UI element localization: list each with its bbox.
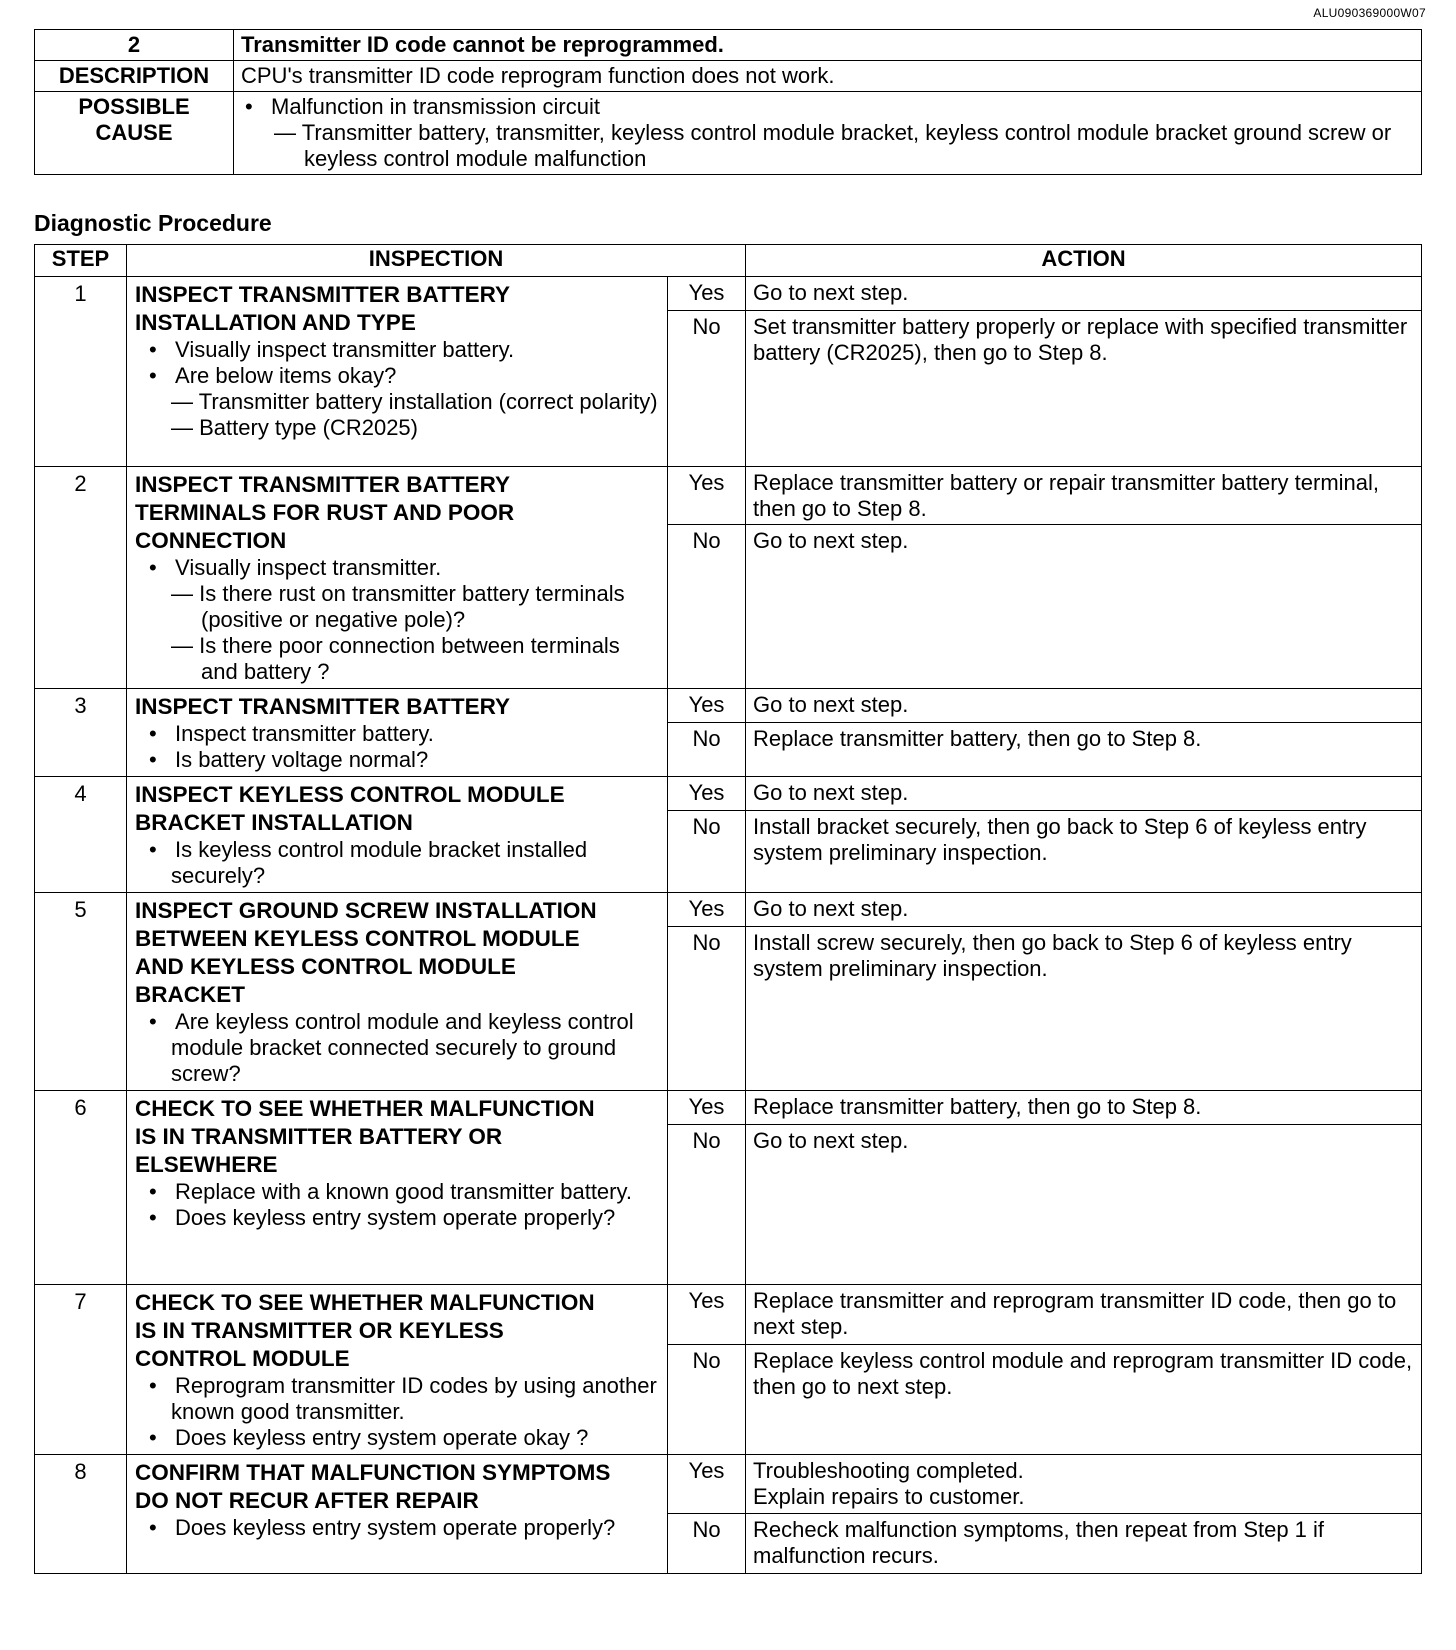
sub-item: — Transmitter battery installation (correct polarity) xyxy=(171,389,658,414)
yes-label: Yes xyxy=(668,1091,745,1125)
yes-no-cell xyxy=(668,689,746,777)
header-step: STEP xyxy=(35,245,127,277)
bullet-item: • Inspect transmitter battery. xyxy=(149,721,434,746)
inspection-cell xyxy=(127,893,668,1091)
title-line: INSPECT TRANSMITTER BATTERY xyxy=(135,694,510,719)
no-label: No xyxy=(692,314,721,339)
info-description-row xyxy=(35,61,1422,92)
title-line: INSPECT KEYLESS CONTROL MODULE xyxy=(135,782,565,807)
yes-label: Yes xyxy=(668,777,745,811)
bullet-text: Visually inspect transmitter battery. xyxy=(175,337,515,362)
sub-text: Transmitter battery installation (correct polarity) xyxy=(198,389,658,414)
title-line: BETWEEN KEYLESS CONTROL MODULE xyxy=(135,926,580,951)
yes-action xyxy=(746,1455,1421,1514)
inspection-cell xyxy=(127,1285,668,1455)
bullet-text: Is battery voltage normal? xyxy=(175,747,429,772)
step-number: 2 xyxy=(35,467,127,689)
inspection-title xyxy=(135,897,659,1009)
title-line: AND KEYLESS CONTROL MODULE xyxy=(135,954,516,979)
cause-detail-text-1: Transmitter battery, transmitter, keyless control module bracket, keyless control module bracket xyxy=(301,120,1228,145)
title-line: IS IN TRANSMITTER BATTERY OR xyxy=(135,1124,503,1149)
malfunction-number: 2 xyxy=(35,30,234,61)
step-number: 6 xyxy=(35,1091,127,1285)
section-title: Diagnostic Procedure xyxy=(34,210,272,236)
bullet-text: Are keyless control module and keyless control module bracket connected securely to ground screw? xyxy=(171,1009,634,1086)
inspection-title xyxy=(135,1459,659,1515)
action-cell xyxy=(746,689,1422,777)
bullet-item: • Does keyless entry system operate properly? xyxy=(149,1205,616,1230)
bullet-item: • Visually inspect transmitter. xyxy=(149,555,442,580)
title-line: INSPECT TRANSMITTER BATTERY xyxy=(135,282,510,307)
yes-action: Go to next step. xyxy=(746,689,1421,723)
inspection-cell xyxy=(127,277,668,467)
malfunction-info-table xyxy=(34,29,1422,175)
bullet-item: • Are keyless control module and keyless control module bracket connected securely to ground screw? xyxy=(149,1009,634,1086)
no-label: No xyxy=(692,528,721,553)
action-cell xyxy=(746,467,1422,689)
header-action: ACTION xyxy=(746,245,1422,277)
inspection-title xyxy=(135,781,659,837)
cause-detail-text-2: ground screw or keyless control module malfunction xyxy=(304,120,1392,171)
step-number: 5 xyxy=(35,893,127,1091)
no-action: Replace transmitter battery, then go to Step 8. xyxy=(753,726,1202,751)
step-number: 8 xyxy=(35,1455,127,1574)
inspection-title xyxy=(135,1289,659,1373)
sub-item: — Battery type (CR2025) xyxy=(171,415,418,440)
yes-action-line: Troubleshooting completed. xyxy=(753,1458,1024,1483)
inspection-cell xyxy=(127,1455,668,1574)
bullet-item: • Reprogram transmitter ID codes by using another known good transmitter. xyxy=(149,1373,657,1424)
title-line: CONNECTION xyxy=(135,528,287,553)
no-action: Go to next step. xyxy=(753,1128,909,1153)
sub-text: Is there rust on transmitter battery terminals (positive or negative pole)? xyxy=(199,581,625,632)
bullet-text: Inspect transmitter battery. xyxy=(175,721,434,746)
title-line: INSTALLATION AND TYPE xyxy=(135,310,416,335)
yes-no-cell xyxy=(668,893,746,1091)
step-number: 3 xyxy=(35,689,127,777)
title-line: CONTROL MODULE xyxy=(135,1346,350,1371)
action-cell xyxy=(746,1285,1422,1455)
yes-label: Yes xyxy=(668,277,745,311)
description-label: DESCRIPTION xyxy=(35,61,234,92)
sub-item: — Is there poor connection between terminals and battery ? xyxy=(171,633,620,684)
yes-no-cell xyxy=(668,277,746,467)
yes-action-line: Explain repairs to customer. xyxy=(753,1484,1025,1509)
yes-action: Replace transmitter battery, then go to Step 8. xyxy=(746,1091,1421,1125)
inspection-cell xyxy=(127,689,668,777)
step-number: 4 xyxy=(35,777,127,893)
bullet-item: • Visually inspect transmitter battery. xyxy=(149,337,515,362)
info-title-row xyxy=(35,30,1422,61)
no-label: No xyxy=(692,1128,721,1153)
action-cell xyxy=(746,1455,1422,1574)
yes-no-cell xyxy=(668,467,746,689)
diagnostic-procedure-table xyxy=(34,244,1422,1574)
no-label: No xyxy=(692,1348,721,1373)
possible-cause-text xyxy=(234,92,1422,175)
yes-label: Yes xyxy=(668,467,745,525)
table-row xyxy=(35,1455,1422,1574)
title-line: CONFIRM THAT MALFUNCTION SYMPTOMS xyxy=(135,1460,611,1485)
no-action: Go to next step. xyxy=(753,528,909,553)
cause-detail: — Transmitter battery, transmitter, keyless control module bracket, keyless control module bracket ground screw or keyless control module malfunction xyxy=(274,120,1392,171)
yes-no-cell xyxy=(668,1091,746,1285)
bullet-text: Visually inspect transmitter. xyxy=(175,555,442,580)
yes-action: Go to next step. xyxy=(746,277,1421,311)
header-inspection: INSPECTION xyxy=(127,245,746,277)
action-cell xyxy=(746,1091,1422,1285)
action-cell xyxy=(746,893,1422,1091)
inspection-title xyxy=(135,471,659,555)
yes-action: Go to next step. xyxy=(746,893,1421,927)
table-row xyxy=(35,1091,1422,1285)
action-cell xyxy=(746,277,1422,467)
info-cause-row xyxy=(35,92,1422,175)
document-code: ALU090369000W07 xyxy=(1313,6,1426,20)
no-action: Install screw securely, then go back to Step 6 of keyless entry system preliminary inspection. xyxy=(753,930,1352,981)
yes-no-cell xyxy=(668,777,746,893)
yes-no-cell xyxy=(668,1455,746,1574)
title-line: BRACKET INSTALLATION xyxy=(135,810,413,835)
yes-no-cell xyxy=(668,1285,746,1455)
table-header-row xyxy=(35,245,1422,277)
cause-bullet: • Malfunction in transmission circuit xyxy=(245,94,600,119)
title-line: TERMINALS FOR RUST AND POOR xyxy=(135,500,515,525)
title-line: INSPECT TRANSMITTER BATTERY xyxy=(135,472,510,497)
no-action: Install bracket securely, then go back to Step 6 of keyless entry system preliminary inspection. xyxy=(753,814,1367,865)
title-line: CHECK TO SEE WHETHER MALFUNCTION xyxy=(135,1096,595,1121)
possible-cause-label xyxy=(35,92,234,175)
sub-item: — Is there rust on transmitter battery terminals (positive or negative pole)? xyxy=(171,581,625,632)
title-line: INSPECT GROUND SCREW INSTALLATION xyxy=(135,898,597,923)
inspection-title xyxy=(135,693,659,721)
inspection-title xyxy=(135,281,659,337)
no-action: Recheck malfunction symptoms, then repeat from Step 1 if malfunction recurs. xyxy=(753,1517,1325,1568)
title-line: CHECK TO SEE WHETHER MALFUNCTION xyxy=(135,1290,595,1315)
cause-bullet-text: Malfunction in transmission circuit xyxy=(271,94,600,119)
bullet-text: Is keyless control module bracket installed securely? xyxy=(171,837,588,888)
bullet-text: Reprogram transmitter ID codes by using another known good transmitter. xyxy=(171,1373,657,1424)
title-line: DO NOT RECUR AFTER REPAIR xyxy=(135,1488,479,1513)
yes-label: Yes xyxy=(668,1455,745,1514)
bullet-item: • Does keyless entry system operate okay ? xyxy=(149,1425,589,1450)
sub-text: Is there poor connection between terminals and battery ? xyxy=(199,633,620,684)
sub-text: Battery type (CR2025) xyxy=(199,415,418,440)
title-line: BRACKET xyxy=(135,982,245,1007)
description-text: CPU's transmitter ID code reprogram function does not work. xyxy=(234,61,1422,92)
bullet-item: • Does keyless entry system operate properly? xyxy=(149,1515,616,1540)
bullet-text: Does keyless entry system operate okay ? xyxy=(175,1425,589,1450)
table-row xyxy=(35,467,1422,689)
no-label: No xyxy=(692,930,721,955)
no-action: Replace keyless control module and reprogram transmitter ID code, then go to next step. xyxy=(753,1348,1413,1399)
bullet-item: • Replace with a known good transmitter battery. xyxy=(149,1179,632,1204)
action-cell xyxy=(746,777,1422,893)
yes-label: Yes xyxy=(668,1285,745,1345)
bullet-item: • Is keyless control module bracket installed securely? xyxy=(149,837,588,888)
step-number: 1 xyxy=(35,277,127,467)
yes-label: Yes xyxy=(668,893,745,927)
inspection-cell xyxy=(127,467,668,689)
malfunction-title: Transmitter ID code cannot be reprogrammed. xyxy=(234,30,1422,61)
step-number: 7 xyxy=(35,1285,127,1455)
table-row xyxy=(35,277,1422,467)
bullet-text: Replace with a known good transmitter battery. xyxy=(175,1179,632,1204)
table-row xyxy=(35,777,1422,893)
yes-label: Yes xyxy=(668,689,745,723)
table-row xyxy=(35,1285,1422,1455)
no-label: No xyxy=(692,726,721,751)
inspection-cell xyxy=(127,777,668,893)
possible-cause-label-line1: POSSIBLE xyxy=(78,94,190,119)
title-line: ELSEWHERE xyxy=(135,1152,278,1177)
bullet-text: Are below items okay? xyxy=(175,363,397,388)
yes-action: Go to next step. xyxy=(746,777,1421,811)
bullet-text: Does keyless entry system operate properly? xyxy=(175,1205,616,1230)
no-label: No xyxy=(692,814,721,839)
title-line: IS IN TRANSMITTER OR KEYLESS xyxy=(135,1318,504,1343)
inspection-title xyxy=(135,1095,659,1179)
table-row xyxy=(35,689,1422,777)
bullet-item: • Is battery voltage normal? xyxy=(149,747,429,772)
table-row xyxy=(35,893,1422,1091)
no-action: Set transmitter battery properly or replace with specified transmitter battery (CR2025), then go to Step 8. xyxy=(753,314,1408,365)
no-label: No xyxy=(692,1517,721,1542)
yes-action: Replace transmitter battery or repair transmitter battery terminal, then go to Step 8. xyxy=(746,467,1421,525)
yes-action: Replace transmitter and reprogram transmitter ID code, then go to next step. xyxy=(746,1285,1421,1345)
inspection-cell xyxy=(127,1091,668,1285)
bullet-item: • Are below items okay? xyxy=(149,363,397,388)
possible-cause-label-line2: CAUSE xyxy=(95,120,173,145)
bullet-text: Does keyless entry system operate properly? xyxy=(175,1515,616,1540)
